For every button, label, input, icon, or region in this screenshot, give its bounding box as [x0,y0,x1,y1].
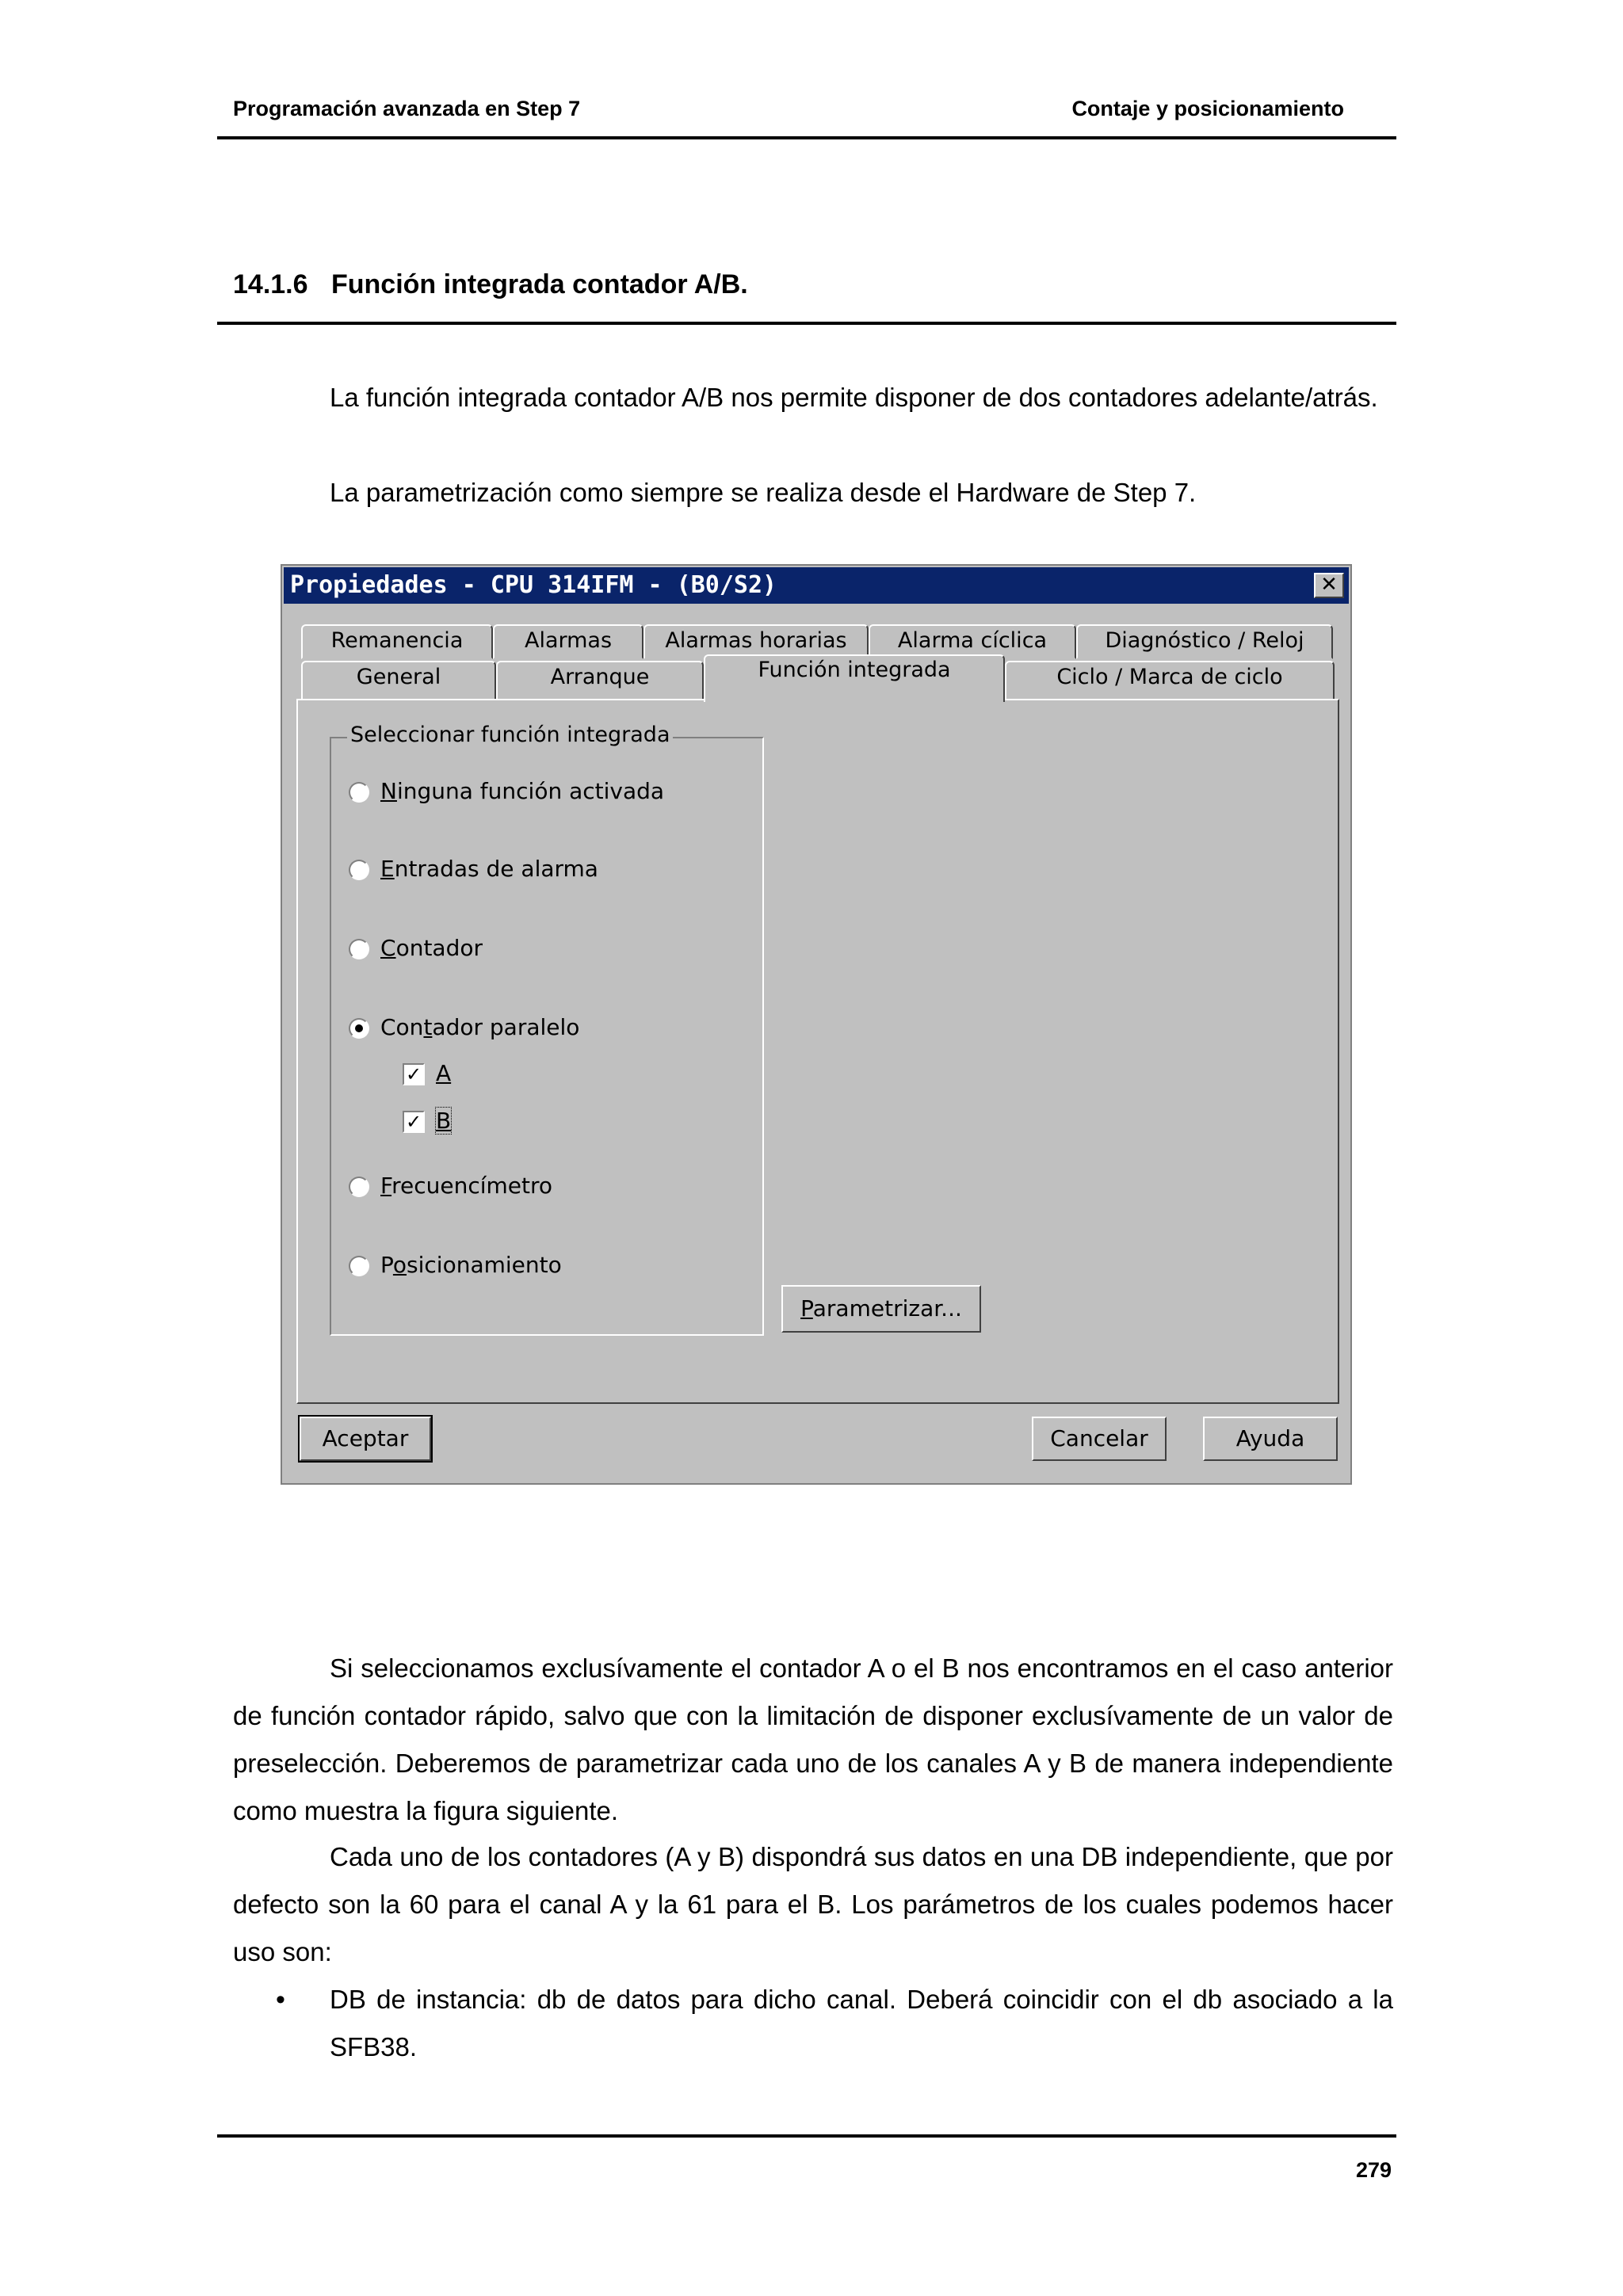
bullet-item-1: DB de instancia: db de datos para dicho canal. Deberá coincidir con el db asociado a la SFB38. [330,1985,1393,2061]
tab-remanencia[interactable]: Remanencia [301,624,493,659]
checkbox-checked-icon: ✓ [403,1063,425,1085]
radio-icon [349,1256,369,1276]
checkbox-checked-icon: ✓ [403,1111,425,1133]
radio-icon [349,1177,369,1197]
radio-alarm-inputs[interactable]: Entradas de alarma [349,856,598,883]
section-number: 14.1.6 [233,269,308,299]
tab-ciclo-marca[interactable]: Ciclo / Marca de ciclo [1005,661,1335,700]
tab-alarmas[interactable]: Alarmas [493,624,643,659]
radio-icon [349,782,369,803]
section-heading [233,269,748,300]
tab-arranque[interactable]: Arranque [496,661,704,700]
dialog-title: Propiedades - CPU 314IFM - (B0/S2) [290,571,777,599]
cancel-button[interactable]: Cancelar [1032,1417,1167,1461]
function-groupbox [330,723,764,1336]
section-title: Función integrada contador A/B. [331,269,748,299]
groupbox-title: Seleccionar función integrada [347,723,673,747]
checkbox-b[interactable]: ✓ B [403,1108,451,1135]
running-header-right: Contaje y posicionamiento [1071,97,1344,120]
footer-rule [217,2134,1396,2138]
tab-alarmas-horarias[interactable]: Alarmas horarias [643,624,869,659]
radio-icon [349,939,369,959]
radio-counter[interactable]: Contador [349,935,483,962]
close-icon[interactable]: ✕ [1314,573,1344,598]
tab-funcion-integrada[interactable]: Función integrada [704,654,1005,702]
intro-paragraph-1: La función integrada contador A/B nos permite disponer de dos contadores adelante/atrás. [330,383,1378,412]
tab-general[interactable]: General [301,661,496,700]
parametrize-button[interactable]: Parametrizar... [781,1285,981,1333]
radio-selected-icon [349,1018,369,1039]
header-rule [217,136,1396,139]
dialog-titlebar [284,567,1349,604]
properties-dialog [281,564,1352,1485]
radio-none[interactable]: Ninguna función activada [349,778,664,805]
tab-panel [296,699,1339,1404]
section-rule [217,322,1396,325]
checkbox-a[interactable]: ✓ A [403,1060,451,1087]
body-paragraph-1: Si seleccionamos exclusívamente el contador A o el B nos encontramos en el caso anterior de función contador rápido, salvo que con la limitación de disponer exclusívamente de un valor de preselección. Deberemos de parametrizar cada uno de los canales A y B de manera independiente como muestra la figura siguiente. [233,1653,1393,1825]
help-button[interactable]: Ayuda [1203,1417,1338,1461]
page-number: 279 [1355,2158,1392,2182]
tab-diagnostico-reloj[interactable]: Diagnóstico / Reloj [1076,624,1333,659]
radio-frequency-meter[interactable]: Frecuencímetro [349,1173,552,1199]
body-paragraph-2: Cada uno de los contadores (A y B) dispondrá sus datos en una DB independiente, que por defecto son la 60 para el canal A y la 61 para el B. Los parámetros de los cuales podemos hacer uso son: [233,1842,1393,1966]
radio-parallel-counter[interactable]: Contador paralelo [349,1014,579,1041]
radio-positioning[interactable]: Posicionamiento [349,1252,562,1279]
running-header-left: Programación avanzada en Step 7 [233,97,581,120]
ok-button[interactable]: Aceptar [300,1417,431,1461]
tab-alarma-ciclica[interactable]: Alarma cíclica [869,624,1076,659]
intro-paragraph-2: La parametrización como siempre se realiza desde el Hardware de Step 7. [330,478,1197,507]
radio-icon [349,860,369,880]
bullet-icon: • [276,1985,285,2015]
